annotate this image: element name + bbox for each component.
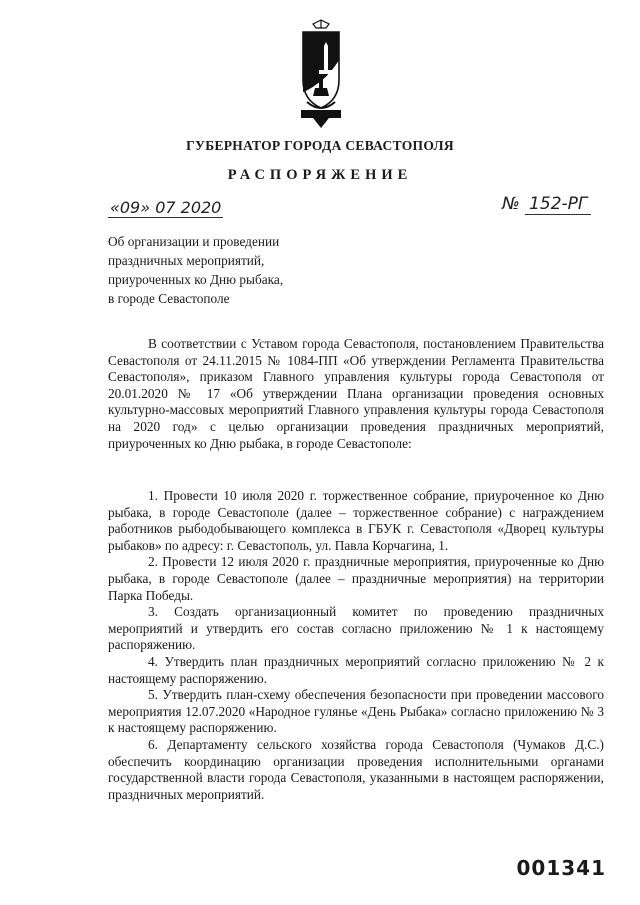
- subject-line: в городе Севастополе: [108, 291, 230, 306]
- sevastopol-coat-of-arms-icon: [293, 18, 349, 130]
- document-number: [502, 194, 591, 214]
- authority-heading: ГУБЕРНАТОР ГОРОДА СЕВАСТОПОЛЯ: [186, 138, 454, 153]
- order-item: 6. Департаменту сельского хозяйства города Севастополя (Чумаков Д.С.) обеспечить координацию организации проведения исполнительными органами государственной власти города Севастополя, указанными в настоящем распоряжении, праздничных мероприятий.: [108, 736, 604, 802]
- preamble-paragraph: В соответствии с Уставом города Севастополя, постановлением Правительства Севастополя от 24.11.2015 № 1084-ПП «Об утверждении Регламента Правительства Севастополя», приказом Главного управления культуры города Севастополя от 20.01.2020 № 17 «Об утверждении Плана организации проведения основных культурно-массовых мероприятий Главного управления культуры города Севастополя на 2020 год» с целью организации проведения праздничных мероприятий, приуроченных ко Дню рыбака, в городе Севастополе:: [108, 336, 604, 451]
- order-item: 2. Провести 12 июля 2020 г. праздничные мероприятия, приуроченные ко Дню рыбака, в городе Севастополе (далее – праздничные мероприятия) на территории Парка Победы.: [108, 554, 604, 603]
- number-sign: №: [502, 194, 520, 214]
- document-date: «09» 07 2020: [110, 198, 222, 217]
- subject-line: Об организации и проведении: [108, 234, 280, 249]
- order-items: [108, 488, 604, 803]
- number-value: 152-РГ: [525, 194, 591, 215]
- order-item: 1. Провести 10 июля 2020 г. торжественное собрание, приуроченное ко Дню рыбака, в городе Севастополе (далее – торжественное собрание) с награждением работников рыбодобывающего комплекса в ГБУК г. Севастополя «Дворец культуры рыбаков» по адресу: г. Севастополь, ул. Павла Корчагина, 1.: [108, 488, 604, 553]
- subject-block: [108, 232, 338, 308]
- document-type-heading: РАСПОРЯЖЕНИЕ: [227, 167, 413, 183]
- preamble-section: [108, 336, 604, 452]
- form-serial-number: 001341: [516, 856, 606, 880]
- subject-line: приуроченных ко Дню рыбака,: [108, 272, 284, 287]
- order-item: 3. Создать организационный комитет по проведению праздничных мероприятий и утвердить его состав согласно приложению № 1 к настоящему распоряжению.: [108, 604, 604, 653]
- order-item: 5. Утвердить план-схему обеспечения безопасности при проведении массового мероприятия 12.07.2020 «Народное гулянье «День Рыбака» согласно приложению № 3 к настоящему распоряжению.: [108, 687, 604, 736]
- subject-line: праздничных мероприятий,: [108, 253, 265, 268]
- order-item: 4. Утвердить план праздничных мероприятий согласно приложению № 2 к настоящему распоряжению.: [108, 653, 604, 686]
